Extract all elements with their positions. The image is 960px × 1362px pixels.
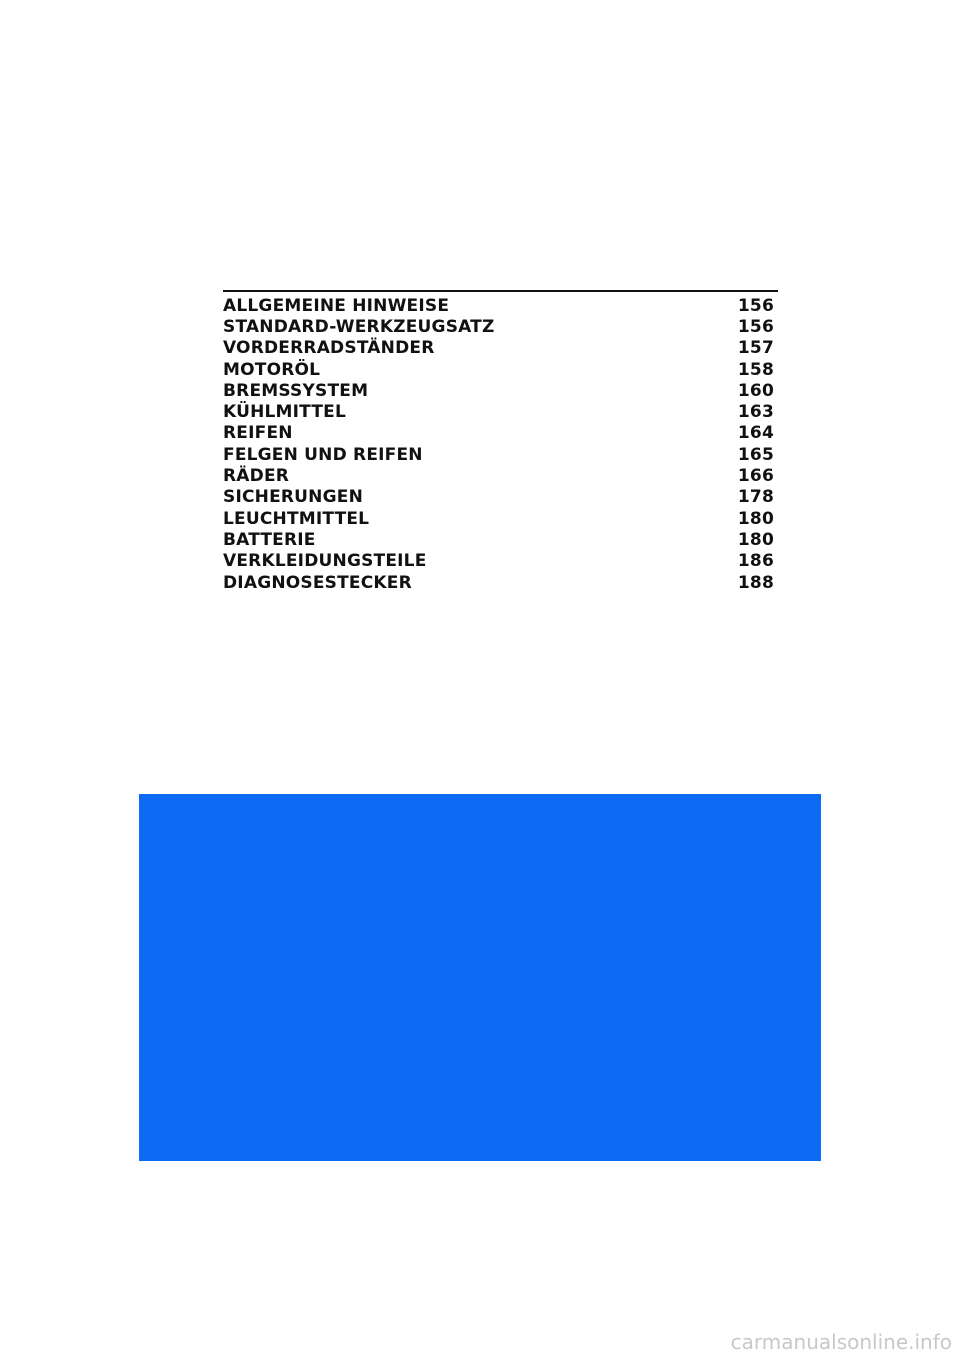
toc-entry-title: RÄDER bbox=[223, 466, 290, 487]
toc-entry[interactable] bbox=[223, 316, 778, 337]
toc-entry-page: 165 bbox=[737, 444, 774, 465]
toc-entry-title: FELGEN UND REIFEN bbox=[223, 444, 423, 465]
toc-entry-title: VERKLEIDUNGSTEILE bbox=[223, 551, 427, 572]
toc-entry-title: VORDERRADSTÄNDER bbox=[223, 338, 435, 359]
toc-entry[interactable] bbox=[223, 551, 778, 572]
toc-entry-page: 156 bbox=[737, 316, 774, 337]
toc-entry-title: DIAGNOSESTECKER bbox=[223, 572, 412, 593]
toc-entry-page: 186 bbox=[737, 551, 774, 572]
toc-entry-title: STANDARD-WERKZEUGSATZ bbox=[223, 316, 495, 337]
toc-entry[interactable] bbox=[223, 380, 778, 401]
toc-entry[interactable] bbox=[223, 487, 778, 508]
toc-entry-title: KÜHLMITTEL bbox=[223, 402, 347, 423]
toc-entry-title: MOTORÖL bbox=[223, 359, 321, 380]
toc-entry[interactable] bbox=[223, 338, 778, 359]
toc-entry[interactable] bbox=[223, 529, 778, 550]
toc-entry-title: LEUCHTMITTEL bbox=[223, 508, 370, 529]
toc-entry[interactable] bbox=[223, 465, 778, 486]
toc-entry[interactable] bbox=[223, 508, 778, 529]
toc-entry-page: 156 bbox=[737, 295, 774, 316]
toc-entry[interactable] bbox=[223, 359, 778, 380]
toc-entry-page: 164 bbox=[737, 423, 774, 444]
toc-entry-page: 158 bbox=[737, 359, 774, 380]
toc-entry-page: 180 bbox=[737, 508, 774, 529]
footer-watermark[interactable]: carmanualsonline.info bbox=[730, 1330, 952, 1354]
toc-entry-title: SICHERUNGEN bbox=[223, 487, 364, 508]
toc-entry-title: REIFEN bbox=[223, 423, 293, 444]
toc-entry-title: ALLGEMEINE HINWEISE bbox=[223, 295, 450, 316]
toc-entry[interactable] bbox=[223, 444, 778, 465]
toc-entry-page: 188 bbox=[737, 572, 774, 593]
toc-entry-page: 157 bbox=[737, 338, 774, 359]
table-of-contents bbox=[223, 290, 778, 593]
toc-entry-page: 178 bbox=[737, 487, 774, 508]
toc-entry[interactable] bbox=[223, 401, 778, 422]
toc-entry-page: 166 bbox=[737, 466, 774, 487]
toc-entry[interactable] bbox=[223, 572, 778, 593]
toc-entry-title: BREMSSYSTEM bbox=[223, 380, 369, 401]
toc-entry-title: BATTERIE bbox=[223, 529, 316, 550]
toc-entry[interactable] bbox=[223, 423, 778, 444]
toc-entry-page: 180 bbox=[737, 529, 774, 550]
toc-entry-page: 163 bbox=[737, 402, 774, 423]
toc-entry-page: 160 bbox=[737, 380, 774, 401]
blue-panel bbox=[139, 794, 821, 1161]
toc-entry[interactable] bbox=[223, 295, 778, 316]
